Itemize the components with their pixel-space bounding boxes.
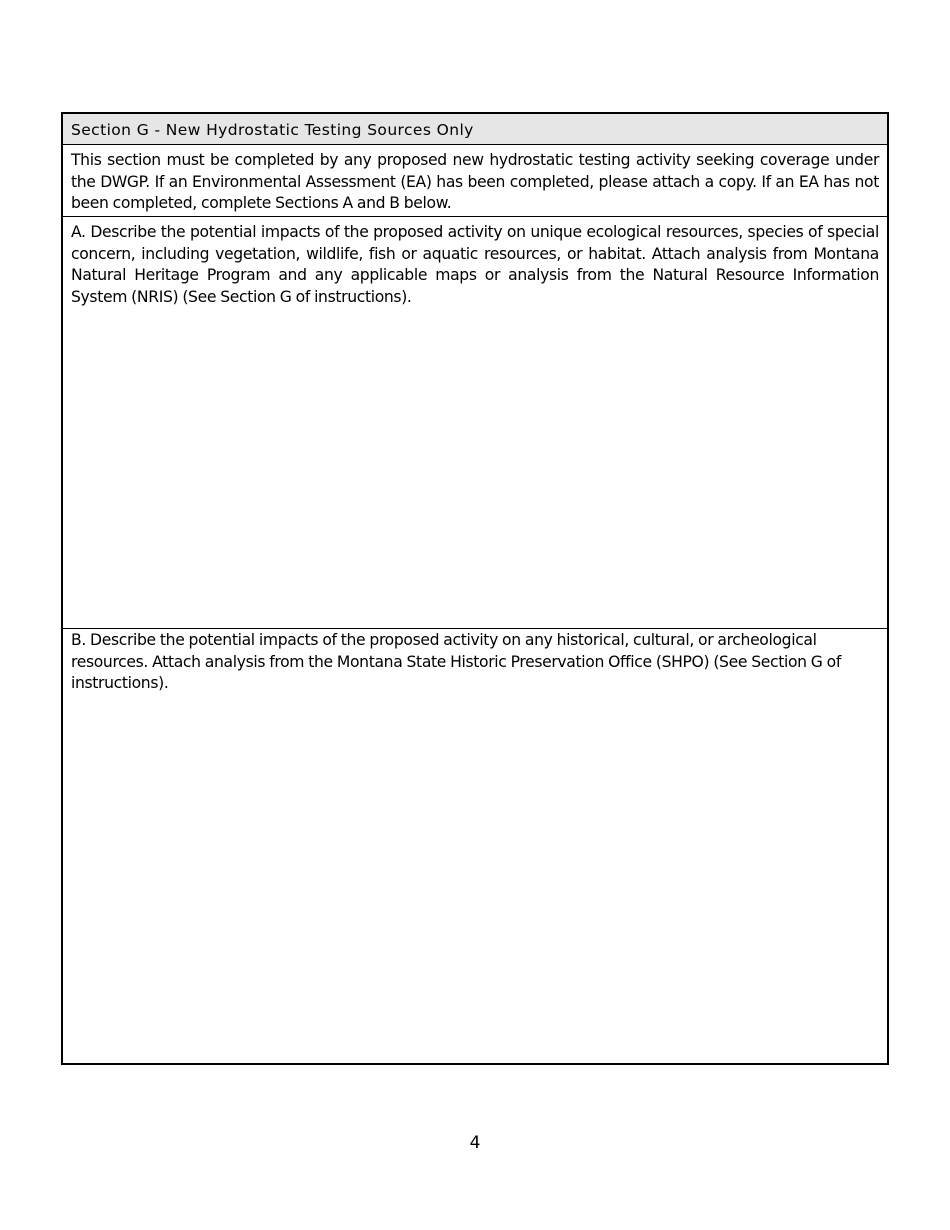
section-intro-text: This section must be completed by any proposed new hydrostatic testing activity seeking coverage under the DWGP. If an Environmental Assessment (EA) has been completed, please attach a copy. If an EA has not been completed, complete Sections A and B below. xyxy=(63,145,887,217)
page-number: 4 xyxy=(469,1133,481,1153)
question-b-answer-field[interactable] xyxy=(71,699,879,1055)
question-a-answer-field[interactable] xyxy=(71,313,879,620)
question-b-label: B. Describe the potential impacts of the proposed activity on any historical, cultural, or archeological resources. Attach analysis from the Montana State Historic Preservation Office (SHPO) (See Section G of instructions). xyxy=(71,631,841,692)
question-a-label: A. Describe the potential impacts of the proposed activity on unique ecological resources, species of special concern, including vegetation, wildlife, fish or aquatic resources, or habitat. Attach analysis from Montana Natural Heritage Program and any applicable maps or analysis from the Natural Resource Information System (NRIS) (See Section G of instructions). xyxy=(71,223,879,306)
question-a-block xyxy=(63,217,887,629)
section-header: Section G - New Hydrostatic Testing Sources Only xyxy=(63,114,887,145)
question-b-block xyxy=(63,629,887,1063)
section-g-form xyxy=(61,112,889,1065)
